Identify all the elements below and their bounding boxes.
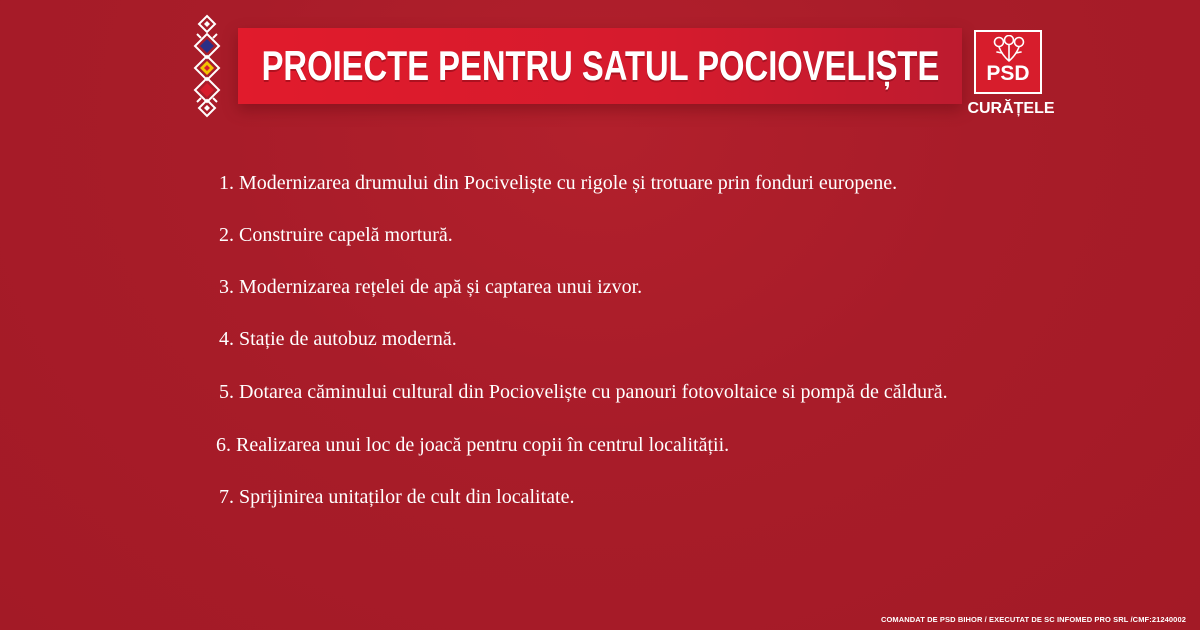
party-name: PSD <box>986 62 1030 85</box>
list-item: 6. Realizarea unui loc de joacă pentru copii în centrul localității. <box>216 434 730 456</box>
list-item: 7. Sprijinirea unitaților de cult din localitate. <box>219 486 575 508</box>
list-item: 3. Modernizarea rețelei de apă și captarea unui izvor. <box>219 276 643 298</box>
logo-location: CURĂȚELE <box>967 100 1055 117</box>
list-item: 5. Dotarea căminului cultural din Pocioveliște cu panouri fotovoltaice si pompă de căldură. <box>219 381 948 403</box>
list-item: 4. Stație de autobuz modernă. <box>219 328 457 350</box>
list-item: 1. Modernizarea drumului din Pociveliște cu rigole și trotuare prin fonduri europene. <box>219 172 898 194</box>
legal-disclaimer: COMANDAT DE PSD BIHOR / EXECUTAT DE SC INFOMED PRO SRL /CMF:21240002 <box>880 615 1186 624</box>
page-title: PROIECTE PENTRU SATUL POCIOVELIȘTE <box>261 42 939 89</box>
list-item: 2. Construire capelă mortură. <box>219 224 453 246</box>
